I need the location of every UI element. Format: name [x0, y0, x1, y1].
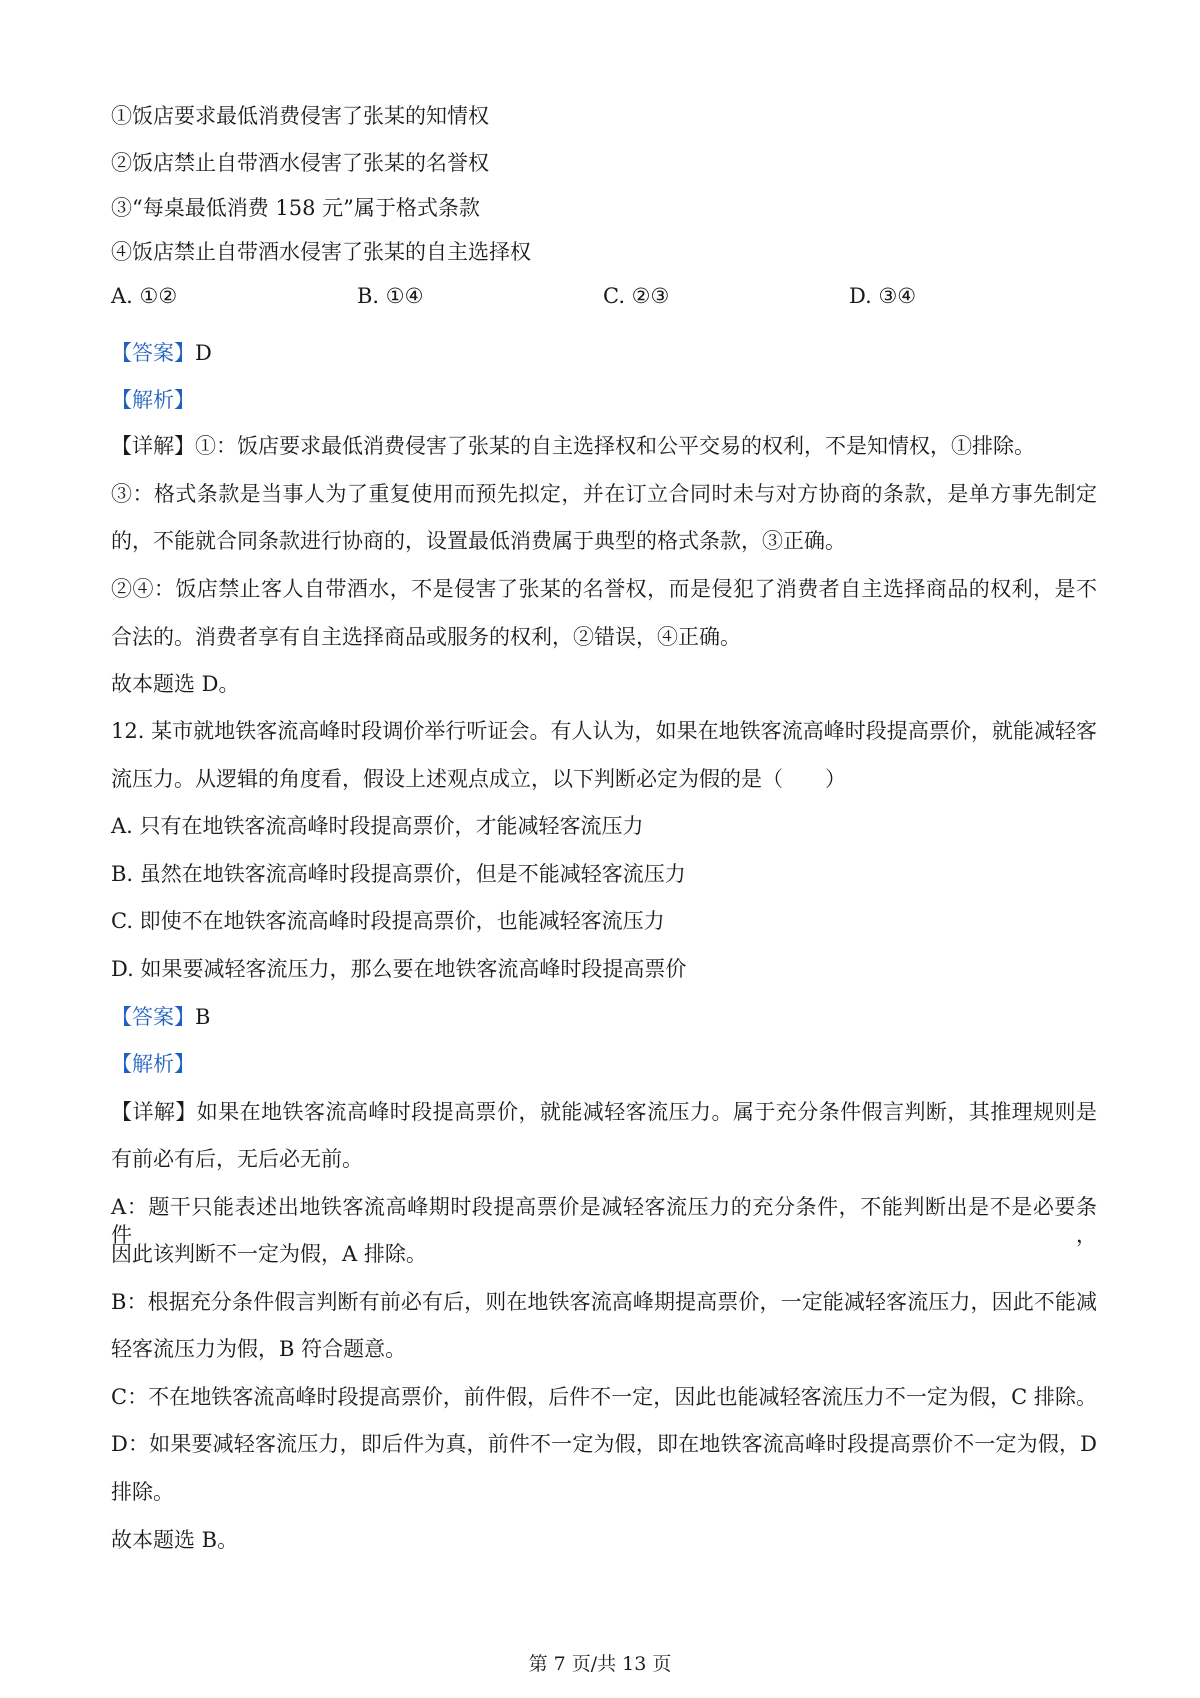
- q11-item-1: ①饭店要求最低消费侵害了张某的知情权: [111, 104, 489, 128]
- q12-detail-line-5: B：根据充分条件假言判断有前必有后，则在地铁客流高峰期提高票价，一定能减轻客流压力，因此不能减: [111, 1290, 1097, 1314]
- q12-detail-line-1: [111, 1098, 1097, 1126]
- detail-tag: 【详解】: [111, 434, 195, 458]
- q11-detail-line-3: 的，不能就合同条款进行协商的，设置最低消费属于典型的格式条款，③正确。: [111, 529, 846, 553]
- q11-detail-line-1: [111, 432, 1035, 460]
- q11-detail-line-2: ③：格式条款是当事人为了重复使用而预先拟定，并在订立合同时未与对方协商的条款，是单方事先制定: [111, 482, 1097, 506]
- detail-text: ①：饭店要求最低消费侵害了张某的自主选择权和公平交易的权利，不是知情权，①排除。: [195, 434, 1035, 458]
- q11-detail-line-5: 合法的。消费者享有自主选择商品或服务的权利，②错误，④正确。: [111, 625, 741, 649]
- q12-detail-line-6: 轻客流压力为假，B 符合题意。: [111, 1337, 407, 1361]
- analysis-tag: 【解析】: [111, 1052, 195, 1076]
- q12-detail-line-3: A：题干只能表述出地铁客流高峰期时段提高票价是减轻客流压力的充分条件，不能判断出是不是必要条件，: [111, 1195, 1097, 1247]
- page-footer: 第 7 页/共 13 页: [528, 1653, 672, 1675]
- q11-option-b: B. ①④: [357, 284, 424, 308]
- q11-option-d: D. ③④: [849, 284, 917, 308]
- q11-item-3: ③“每桌最低消费 158 元”属于格式条款: [111, 196, 480, 220]
- answer-tag: 【答案】: [111, 1005, 195, 1029]
- q11-item-4: ④饭店禁止自带酒水侵害了张某的自主选择权: [111, 240, 531, 264]
- q12-analysis-heading: [111, 1050, 195, 1078]
- q11-detail-line-4: ②④：饭店禁止客人自带酒水，不是侵害了张某的名誉权，而是侵犯了消费者自主选择商品的权利，是不: [111, 577, 1097, 601]
- q11-analysis-heading: [111, 386, 195, 414]
- q12-option-b: B. 虽然在地铁客流高峰时段提高票价，但是不能减轻客流压力: [111, 862, 686, 886]
- q11-conclusion: 故本题选 D。: [111, 672, 240, 696]
- q12-detail-line-8: D：如果要减轻客流压力，即后件为真，前件不一定为假，即在地铁客流高峰时段提高票价不一定为假，D: [111, 1432, 1097, 1456]
- q11-option-c: C. ②③: [603, 284, 670, 308]
- analysis-tag: 【解析】: [111, 388, 195, 412]
- answer-tag: 【答案】: [111, 341, 195, 365]
- q11-item-2: ②饭店禁止自带酒水侵害了张某的名誉权: [111, 151, 489, 175]
- detail-text: 如果在地铁客流高峰时段提高票价，就能减轻客流压力。属于充分条件假言判断，其推理规则是: [196, 1100, 1097, 1124]
- q12-conclusion: 故本题选 B。: [111, 1528, 239, 1552]
- answer-value: D: [195, 341, 212, 365]
- q12-stem-line-1: 12. 某市就地铁客流高峰时段调价举行听证会。有人认为，如果在地铁客流高峰时段提高票价，就能减轻客: [111, 719, 1097, 743]
- q12-detail-line-7: C：不在地铁客流高峰时段提高票价，前件假，后件不一定，因此也能减轻客流压力不一定为假，C 排除。: [111, 1385, 1097, 1409]
- q11-option-a: A. ①②: [111, 284, 178, 308]
- q11-answer: [111, 339, 212, 367]
- q12-detail-line-2: 有前必有后，无后必无前。: [111, 1147, 363, 1171]
- q12-stem-line-2: 流压力。从逻辑的角度看，假设上述观点成立，以下判断必定为假的是（ ）: [111, 767, 846, 791]
- q12-detail-line-4: 因此该判断不一定为假，A 排除。: [111, 1242, 427, 1266]
- q12-answer: [111, 1003, 210, 1031]
- q12-option-a: A. 只有在地铁客流高峰时段提高票价，才能减轻客流压力: [111, 814, 644, 838]
- detail-tag: 【详解】: [111, 1100, 197, 1124]
- q12-option-d: D. 如果要减轻客流压力，那么要在地铁客流高峰时段提高票价: [111, 957, 687, 981]
- q12-option-c: C. 即使不在地铁客流高峰时段提高票价，也能减轻客流压力: [111, 909, 665, 933]
- answer-value: B: [195, 1005, 211, 1029]
- q12-detail-line-9: 排除。: [111, 1480, 174, 1504]
